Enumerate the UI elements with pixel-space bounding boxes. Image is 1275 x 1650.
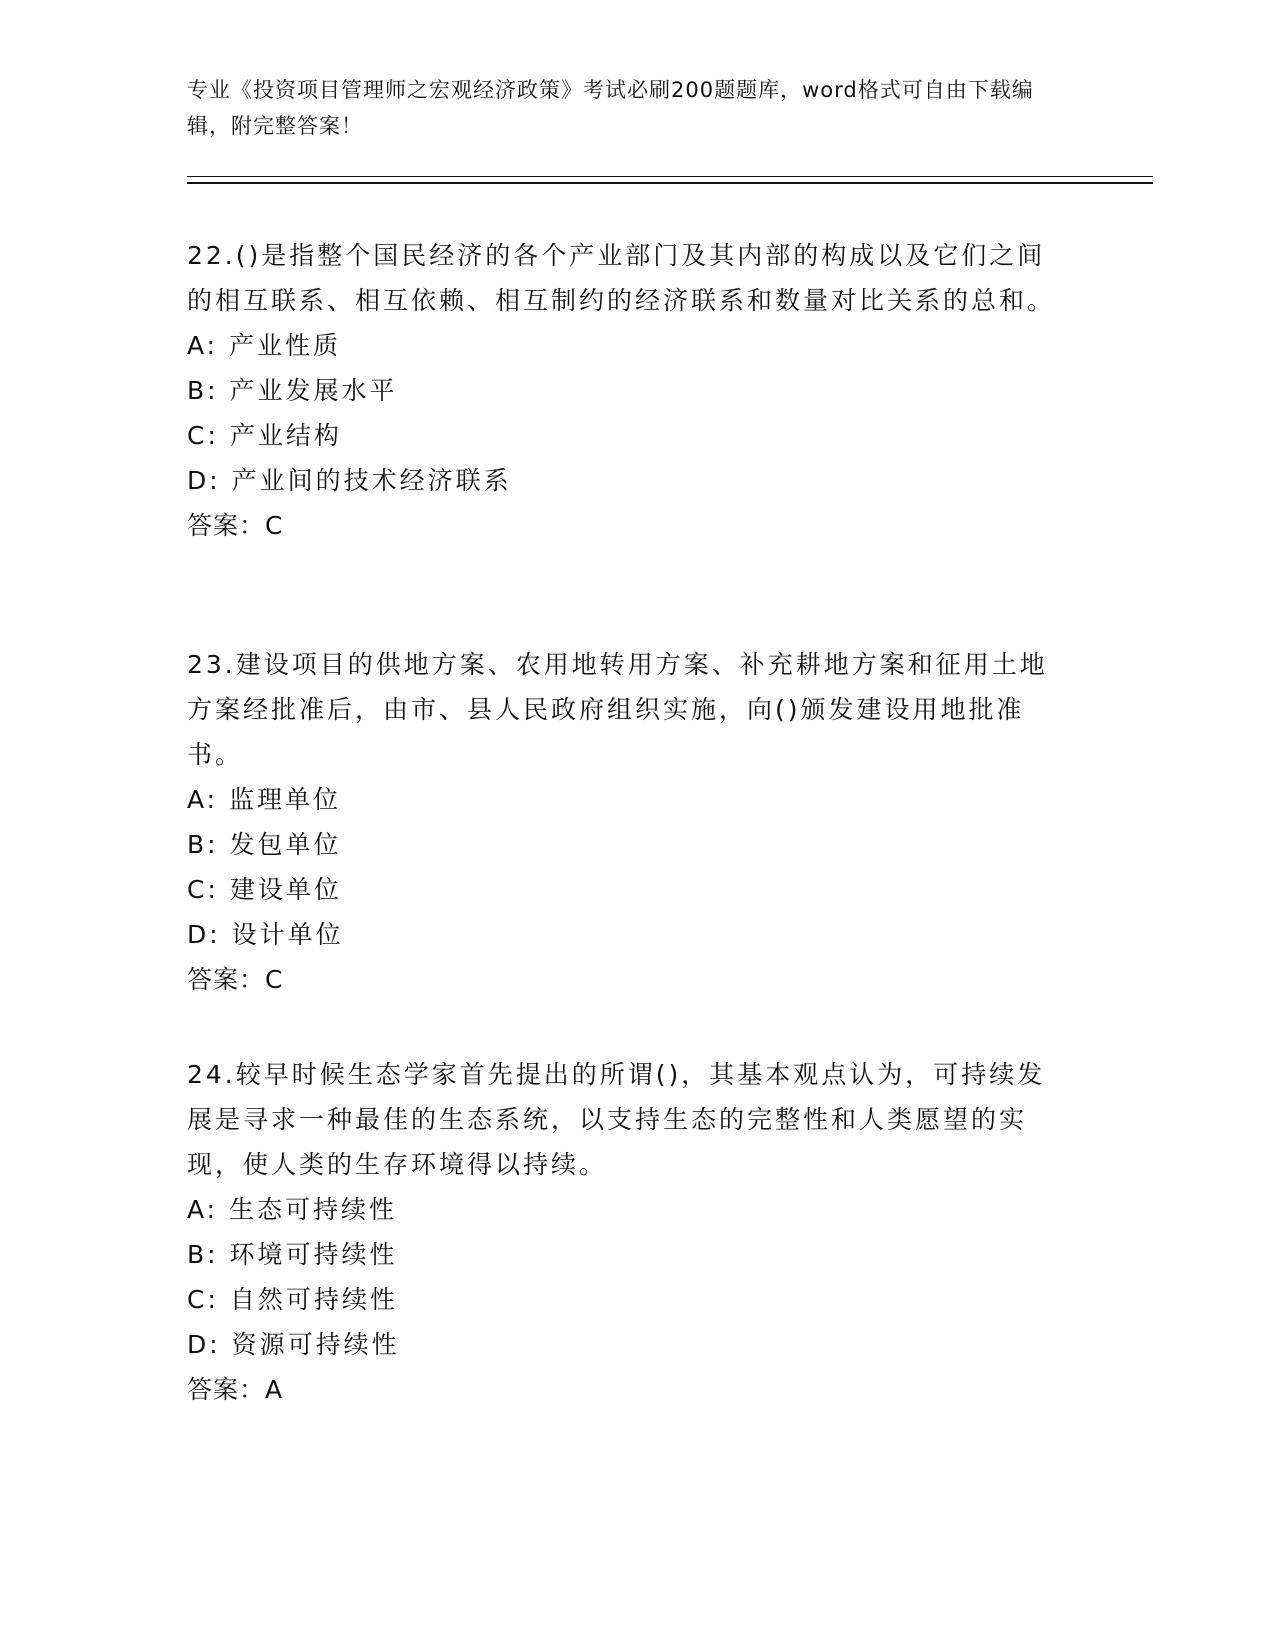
answer-line: 答案：C bbox=[187, 511, 284, 540]
option-c: C: 自然可持续性 bbox=[187, 1285, 398, 1314]
option-a: A: 生态可持续性 bbox=[187, 1195, 398, 1224]
question-text: 22.()是指整个国民经济的各个产业部门及其内部的构成以及它们之间的相互联系、相互依赖、相互制约的经济联系和数量对比关系的总和。 bbox=[187, 241, 1056, 315]
header-divider-bottom bbox=[187, 182, 1153, 184]
question-text: 23.建设项目的供地方案、农用地转用方案、补充耕地方案和征用土地方案经批准后，由市、县人民政府组织实施，向()颁发建设用地批准书。 bbox=[187, 650, 1048, 769]
answer-line: 答案：A bbox=[187, 1375, 284, 1404]
option-d: D: 设计单位 bbox=[187, 920, 344, 949]
question-block bbox=[187, 233, 1067, 548]
option-b: B: 发包单位 bbox=[187, 830, 342, 859]
header-divider-top bbox=[187, 176, 1153, 177]
option-a: A: 产业性质 bbox=[187, 331, 342, 360]
option-c: C: 产业结构 bbox=[187, 421, 342, 450]
option-d: D: 产业间的技术经济联系 bbox=[187, 466, 512, 495]
option-d: D: 资源可持续性 bbox=[187, 1330, 400, 1359]
document-header bbox=[187, 72, 1067, 144]
answer-line: 答案：C bbox=[187, 965, 284, 994]
header-intro-text: 专业《投资项目管理师之宏观经济政策》考试必刷200题题库，word格式可自由下载编辑，附完整答案！ bbox=[187, 78, 1034, 138]
option-b: B: 环境可持续性 bbox=[187, 1240, 398, 1269]
question-block bbox=[187, 642, 1067, 1002]
option-b: B: 产业发展水平 bbox=[187, 376, 398, 405]
option-c: C: 建设单位 bbox=[187, 875, 342, 904]
question-text: 24.较早时候生态学家首先提出的所谓()，其基本观点认为，可持续发展是寻求一种最佳的生态系统，以支持生态的完整性和人类愿望的实现，使人类的生存环境得以持续。 bbox=[187, 1060, 1046, 1179]
question-block bbox=[187, 1052, 1067, 1412]
option-a: A: 监理单位 bbox=[187, 785, 342, 814]
